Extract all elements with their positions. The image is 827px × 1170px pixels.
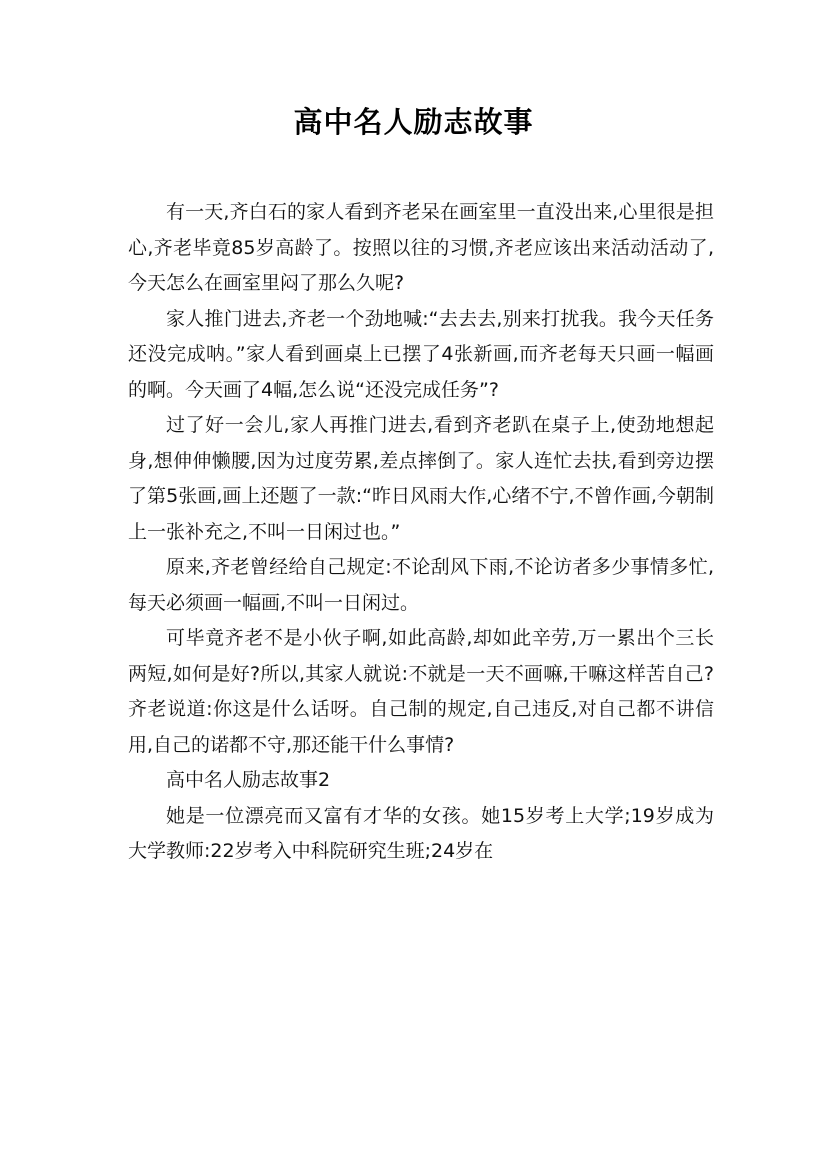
document-body (128, 195, 714, 870)
paragraph: 过了好一会儿,家人再推门进去,看到齐老趴在桌子上,使劲地想起身,想伸伸懒腰,因为过度劳累,差点摔倒了。家人连忙去扶,看到旁边摆了第5张画,画上还题了一款:“昨日风雨大作,心绪不宁,不曾作画,今朝制上一张补充之,不叫一日闲过也。” (128, 414, 714, 543)
section-heading: 高中名人励志故事2 (166, 769, 331, 791)
paragraph: 她是一位漂亮而又富有才华的女孩。她15岁考上大学;19岁成为大学教师:22岁考入中科院研究生班;24岁在 (128, 804, 714, 862)
paragraph: 原来,齐老曾经给自己规定:不论刮风下雨,不论访者多少事情多忙,每天必须画一幅画,不叫一日闲过。 (128, 556, 714, 614)
paragraph: 可毕竟齐老不是小伙子啊,如此高龄,却如此辛劳,万一累出个三长两短,如何是好?所以,其家人就说:不就是一天不画嘛,干嘛这样苦自己?齐老说道:你这是什么话呀。自己制的规定,自己违反,对自己都不讲信用,自己的诺都不守,那还能干什么事情? (128, 627, 714, 756)
paragraph: 家人推门进去,齐老一个劲地喊:“去去去,别来打扰我。我今天任务还没完成呐。”家人看到画桌上已摆了4张新画,而齐老每天只画一幅画的啊。今天画了4幅,怎么说“还没完成任务”? (128, 307, 714, 401)
paragraph: 有一天,齐白石的家人看到齐老呆在画室里一直没出来,心里很是担心,齐老毕竟85岁高龄了。按照以往的习惯,齐老应该出来活动活动了,今天怎么在画室里闷了那么久呢? (128, 201, 714, 294)
document-title: 高中名人励志故事 (293, 105, 534, 139)
